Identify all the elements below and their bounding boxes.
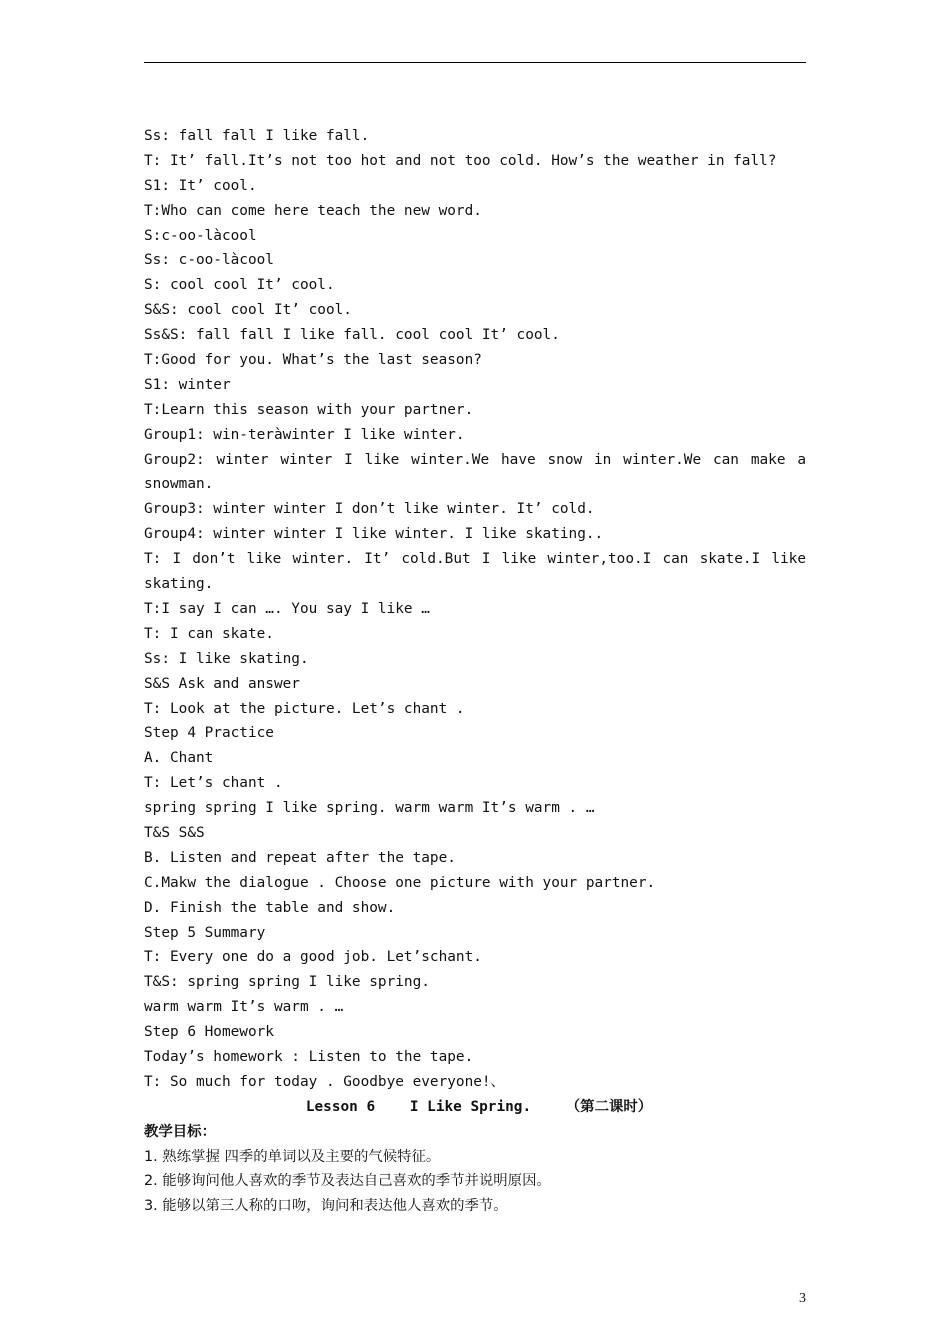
text-line: C.Makw the dialogue . Choose one picture with your partner. (144, 874, 656, 891)
text-line: Group3: winter winter I don’t like winter. It’ cold. (144, 501, 595, 518)
text-line: S:c-oo-làcool (144, 227, 257, 244)
text-line: T: So much for today . Goodbye everyone!、 (144, 1073, 505, 1090)
text-line: S1: It’ cool. (144, 177, 257, 194)
lesson-title (144, 1095, 806, 1120)
text-line: Ss: c-oo-làcool (144, 252, 274, 269)
text-line: T: It’ fall.It’s not too hot and not too cold. How’s the weather in fall? (144, 152, 777, 169)
text-line: warm warm It’s warm . … (144, 999, 344, 1016)
objective-item: 2. 能够询问他人喜欢的季节及表达自己喜欢的季节并说明原因。 (144, 1173, 551, 1190)
text-line: T: Look at the picture. Let’s chant . (144, 700, 465, 717)
text-line: Group1: win-teràwinter I like winter. (144, 426, 465, 443)
text-line: Ss&S: fall fall I like fall. cool cool It’ cool. (144, 327, 560, 344)
text-line: T: Let’s chant . (144, 775, 283, 792)
text-line: Group4: winter winter I like winter. I like skating.. (144, 526, 604, 543)
text-line: Group2: winter winter I like winter.We have snow in winter.We can make a (144, 451, 806, 468)
text-line: D. Finish the table and show. (144, 899, 396, 916)
step-heading: Step 4 Practice (144, 725, 274, 742)
step-heading: Step 6 Homework (144, 1024, 274, 1041)
objective-item: 1. 熟练掌握 四季的单词以及主要的气候特征。 (144, 1148, 441, 1165)
text-line: A. Chant (144, 750, 214, 767)
text-line: T&S: spring spring I like spring. (144, 974, 430, 991)
text-line: T: Every one do a good job. Let’schant. (144, 949, 482, 966)
text-line: skating. (144, 576, 214, 593)
text-line: T:Learn this season with your partner. (144, 401, 474, 418)
objectives-heading: 教学目标： (144, 1123, 216, 1140)
text-line: T:Who can come here teach the new word. (144, 202, 482, 219)
header-rule (144, 62, 806, 63)
text-line: spring spring I like spring. warm warm It’s warm . … (144, 800, 595, 817)
text-line: T: I can skate. (144, 625, 274, 642)
text-line: T: I don’t like winter. It’ cold.But I like winter,too.I can skate.I like (144, 551, 806, 568)
text-line: S: cool cool It’ cool. (144, 277, 335, 294)
text-line: Ss: fall fall I like fall. (144, 128, 370, 144)
step-heading: Step 5 Summary (144, 924, 266, 941)
text-line: B. Listen and repeat after the tape. (144, 849, 456, 866)
text-line: S&S Ask and answer (144, 675, 300, 692)
objective-item: 3. 能够以第三人称的口吻，询问和表达他人喜欢的季节。 (144, 1198, 508, 1215)
text-line: Ss: I like skating. (144, 650, 309, 667)
text-line: S1: winter (144, 376, 231, 393)
lesson-transcript (144, 124, 806, 1219)
text-line: T&S S&S (144, 824, 205, 841)
text-line: Today’s homework : Listen to the tape. (144, 1048, 474, 1065)
lesson-title-text: Lesson 6 I Like Spring. (305, 1098, 566, 1115)
text-line: T:Good for you. What’s the last season? (144, 352, 482, 369)
lesson-period: （第二课时） (565, 1098, 653, 1115)
text-line: T:I say I can …. You say I like … (144, 600, 430, 617)
text-line: S&S: cool cool It’ cool. (144, 302, 352, 319)
text-line: snowman. (144, 476, 214, 493)
page-number: 3 (799, 1291, 806, 1306)
